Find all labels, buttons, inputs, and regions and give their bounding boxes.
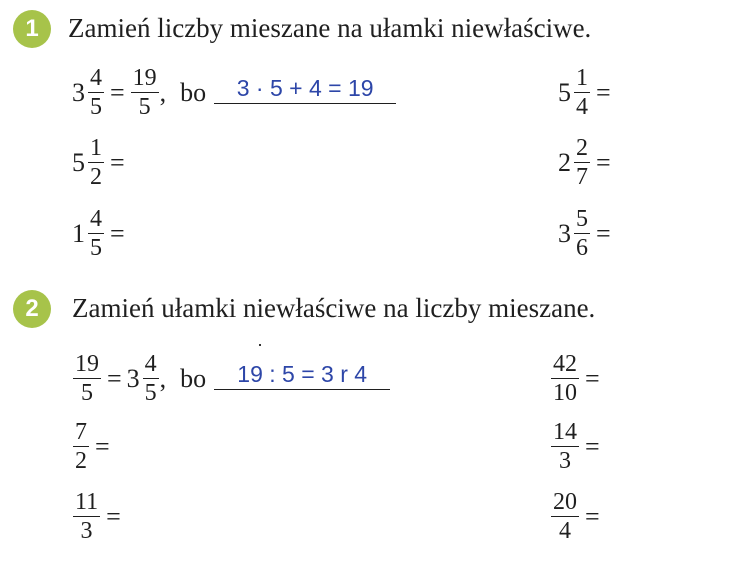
equals-sign: = (110, 147, 125, 177)
equals-sign: = (596, 147, 611, 177)
comma: , (159, 363, 167, 393)
numerator: 2 (576, 135, 588, 161)
comma: , (159, 77, 167, 107)
numerator: 4 (90, 206, 102, 232)
equals-sign: = (106, 501, 121, 531)
whole-number: 5 (558, 77, 571, 107)
exercise-2-item-1 (72, 420, 115, 473)
fraction (551, 352, 579, 405)
task-instruction-2: Zamień ułamki niewłaściwe na liczby mieszane. (72, 293, 596, 323)
fraction (73, 420, 89, 473)
result-fraction (131, 66, 159, 119)
denominator: 5 (144, 380, 157, 406)
whole-number: 1 (72, 218, 85, 248)
answer-line[interactable]: 19 : 5 = 3 r 4 (214, 361, 390, 390)
task-number-2: 2 (25, 295, 39, 322)
fraction (88, 136, 104, 189)
example-expression-2 (72, 352, 390, 405)
denominator: 5 (90, 94, 102, 120)
numerator: 7 (75, 419, 87, 445)
fraction (73, 352, 101, 405)
equals-sign: = (596, 77, 611, 107)
answer-line[interactable]: 3 · 5 + 4 = 19 (214, 75, 396, 104)
numerator: 4 (144, 351, 157, 377)
denominator: 4 (576, 94, 588, 120)
fraction (88, 207, 104, 260)
task-instruction-1: Zamień liczby mieszane na ułamki niewłaściwe. (68, 13, 592, 43)
denominator: 3 (559, 448, 571, 474)
fraction (574, 136, 590, 189)
task-number-badge-2 (13, 290, 51, 328)
example-expression-1 (72, 66, 396, 119)
fraction (88, 66, 104, 119)
whole-number: 3 (126, 363, 140, 393)
task-number-badge-1 (13, 10, 51, 48)
denominator: 5 (138, 94, 151, 120)
denominator: 3 (80, 518, 93, 544)
equals-sign: = (107, 363, 122, 393)
numerator: 4 (90, 65, 102, 91)
numerator: 19 (132, 65, 157, 91)
exercise-2-item-2 (72, 490, 126, 543)
denominator: 2 (90, 164, 102, 190)
equals-sign: = (110, 77, 125, 107)
denominator: 6 (576, 235, 588, 261)
whole-number: 3 (72, 77, 85, 107)
exercise-1-item-4 (558, 136, 616, 189)
bo-word: bo (180, 77, 207, 107)
fraction (73, 490, 100, 543)
numerator: 20 (553, 489, 577, 515)
exercise-1-item-3 (558, 66, 616, 119)
numerator: 11 (75, 489, 99, 515)
denominator: 7 (576, 164, 588, 190)
equals-sign: = (585, 431, 600, 461)
numerator: 19 (75, 351, 99, 377)
equals-sign: = (596, 218, 611, 248)
exercise-2-item-4 (550, 420, 605, 473)
exercise-1-item-5 (558, 207, 616, 260)
denominator: 10 (553, 380, 577, 406)
numerator: 42 (553, 351, 577, 377)
numerator: 1 (576, 65, 588, 91)
exercise-1-item-2 (72, 207, 130, 260)
exercise-1-item-1 (72, 136, 130, 189)
task-number-1: 1 (25, 15, 39, 42)
equals-sign: = (585, 501, 600, 531)
fraction (551, 420, 579, 473)
exercise-2-item-5 (550, 490, 605, 543)
exercise-2-item-3 (550, 352, 605, 405)
equals-sign: = (95, 431, 110, 461)
numerator: 5 (576, 206, 588, 232)
denominator: 5 (90, 235, 102, 261)
fraction (551, 490, 579, 543)
result-fraction (143, 352, 159, 405)
fraction (574, 66, 590, 119)
denominator: 5 (81, 380, 93, 406)
bo-word: bo (180, 363, 207, 393)
stray-dot (259, 344, 261, 346)
fraction (574, 207, 590, 260)
equals-sign: = (110, 218, 125, 248)
numerator: 1 (90, 135, 102, 161)
numerator: 14 (553, 419, 577, 445)
whole-number: 2 (558, 147, 571, 177)
whole-number: 3 (558, 218, 571, 248)
denominator: 2 (75, 448, 87, 474)
denominator: 4 (559, 518, 571, 544)
whole-number: 5 (72, 147, 85, 177)
equals-sign: = (585, 363, 600, 393)
